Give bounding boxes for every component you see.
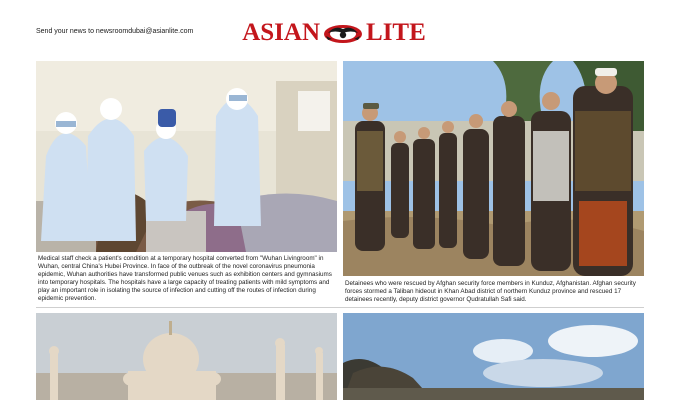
contact-note: Send your news to newsroomdubai@asianlite.com [36,28,194,35]
hospital-caption: Medical staff check a patient's condition at a temporary hospital converted from "Wuhan Livingroom" in Wuhan, central China's Hubei Province. In face of the outbreak of the novel coronavirus pneumonia epidemic, Wuhan authorities have transformed public venues such as exhibition centers and gymnasiums into temporary hospitals. The hospitals have a large capacity of treating patients with mild symptoms and play an important role in isolating the source of infection and cutting off the routes of infection during epidemic prevention. [38,255,332,303]
detainees-photo [343,61,644,276]
sky-photo [343,313,644,400]
emblem-icon [322,21,364,45]
masthead-right-word: LITE [366,19,426,46]
hospital-photo [36,61,337,252]
detainees-caption: Detainees who were rescued by Afghan security force members in Kunduz, Afghanistan. Afghan security forces stormed a Taliban hideout in Khan Abad district of northern Kunduz province and rescued 17 detainees recently, deputy district governor Qudratullah Safi said. [345,280,636,304]
masthead-left-word: ASIAN [242,19,321,46]
masthead-logo[interactable] [226,18,442,48]
section-divider [36,307,644,308]
taj-mahal-photo [36,313,337,400]
